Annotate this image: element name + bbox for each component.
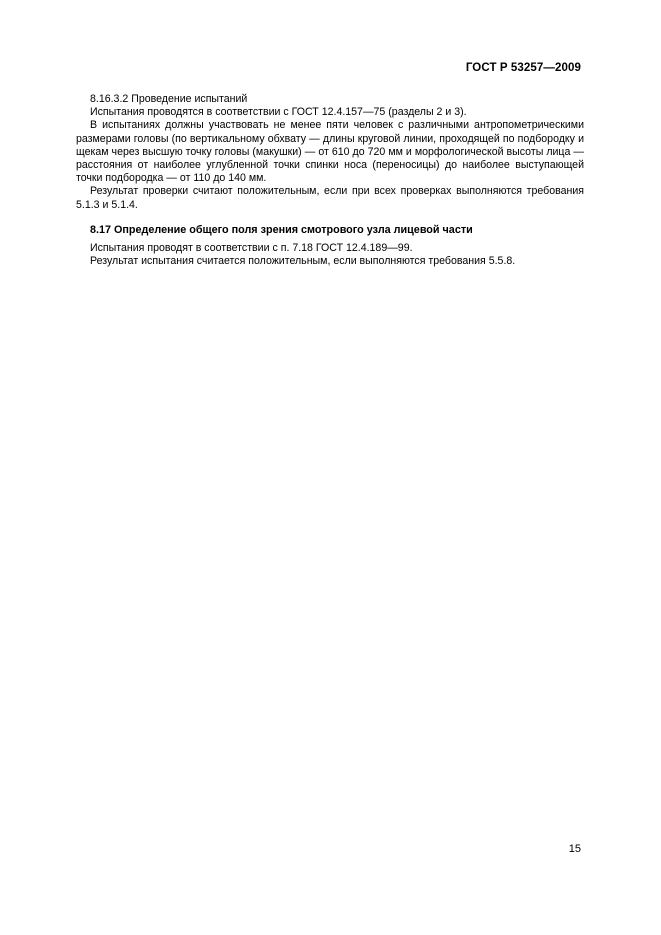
- page-number: 15: [568, 843, 581, 855]
- document-code-header: ГОСТ Р 53257—2009: [465, 62, 581, 74]
- paragraph: В испытаниях должны участвовать не менее пяти человек с различными антропометрическими размерами головы (по вертикальному обхвату — длины круговой линии, проходящей по подбородку и щекам через высшую точку головы (макушки) — от 610 до 720 мм и морфологической высоты лица — расстояния от наиболее углубленной точки спинки носа (переносицы) до наиболее выступающей точки подбородка — от 110 до 140 мм.: [76, 119, 584, 185]
- document-body: [76, 93, 584, 268]
- paragraph: Испытания проводят в соответствии с п. 7.18 ГОСТ 12.4.189—99.: [90, 242, 413, 255]
- paragraph: Результат испытания считается положительным, если выполняются требования 5.5.8.: [90, 255, 516, 268]
- paragraph: Результат проверки считают положительным, если при всех проверках выполняются требования 5.1.3 и 5.1.4.: [76, 185, 584, 211]
- paragraph: Испытания проводятся в соответствии с ГОСТ 12.4.157—75 (разделы 2 и 3).: [90, 106, 467, 119]
- section-title-8-16-3-2: 8.16.3.2 Проведение испытаний: [90, 93, 248, 105]
- section-heading-8-17: 8.17 Определение общего поля зрения смотрового узла лицевой части: [90, 223, 473, 236]
